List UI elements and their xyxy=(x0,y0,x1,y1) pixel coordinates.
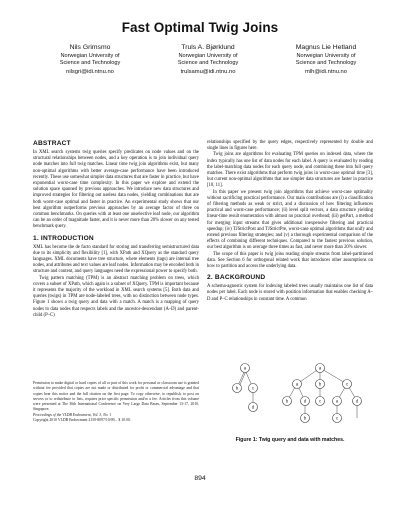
page-number: 894 xyxy=(194,475,206,482)
author-name: Truls A. Bjørklund xyxy=(181,44,235,51)
author-3 xyxy=(270,44,382,75)
svg-text:b: b xyxy=(285,398,289,404)
data-node xyxy=(333,414,342,423)
svg-text:d: d xyxy=(251,404,255,410)
data-node xyxy=(333,397,342,406)
author-affiliation: Norwegian University of xyxy=(296,53,356,59)
svg-text:c: c xyxy=(251,385,255,391)
intro-paragraph: XML has become the de facto standard for storing and transferring semistructured data due to its simplicity and flexibility [1], with XPath and XQuery as the standard query languages. XML documents have tree structure, where elements (tags) are internal tree nodes, and attributes and text values are leaf nodes. Information may be encoded both in structure and content, and query languages need the expressional power to specify both. xyxy=(33,244,199,275)
author-email: nilsgri@idi.ntnu.no xyxy=(66,69,114,75)
data-node xyxy=(343,380,352,389)
data-node xyxy=(316,380,325,389)
figure-caption: Figure 1: Twig query and data with matches. xyxy=(235,437,345,443)
svg-text:a: a xyxy=(295,381,299,387)
body-paragraph: In this paper we present twig join algorithms that achieve worst-case optimality without sacrificing practical performance. Our main contributions are (i) a classification of filtering methods as weak or strict, and a discussion of how filtering influences practical and worst-case performance; (ii) level split vectors, a data structure yielding linear-time result enumeration with almost no practical overhead; (iii) getPart, a method for merging input streams that gives additional inexpensive filtering and practical speedup; (iv) TJStrictPost and TJStrictPre, worst-case optimal algorithms that unify and extend previous filtering strategies; and (v) a thorough experimental comparison of the effects of combining different techniques. Compared to the fastest previous solution, our best algorithm is on average three times as fast, and never more than 20% slower. xyxy=(207,189,373,251)
permission-text: Permission to make digital or hard copies of all or part of this work for personal or classroom use is granted without fee provided that copies are not made or distributed for profit or commercial advantage and that copies bear this notice and the full citation on the first page. To copy otherwise, to republish, to post on servers or to redistribute to lists, requires prior specific permission and/or a fee. Articles from this volume were presented at The 36th International Conference on Very Large Data Bases, September 13-17, 2010, Singapore. xyxy=(33,381,199,412)
svg-text:d: d xyxy=(355,398,359,404)
svg-text:d: d xyxy=(303,398,307,404)
author-affiliation: Norwegian University of xyxy=(60,53,120,59)
query-node xyxy=(249,384,258,393)
data-node xyxy=(301,414,310,423)
twig-figure xyxy=(225,358,375,428)
svg-text:b: b xyxy=(318,381,322,387)
svg-text:c: c xyxy=(335,415,339,421)
data-node xyxy=(353,397,362,406)
svg-text:b: b xyxy=(303,415,307,421)
copyright-footnote xyxy=(33,381,199,423)
data-node xyxy=(301,397,310,406)
svg-text:c: c xyxy=(345,381,349,387)
author-2 xyxy=(152,44,264,75)
author-affiliation: Science and Technology xyxy=(59,60,121,66)
svg-text:c: c xyxy=(318,398,322,404)
data-tree xyxy=(283,364,362,423)
right-column xyxy=(207,140,373,303)
author-block xyxy=(34,44,382,75)
intro-paragraph: Twig pattern matching (TPM) is an abstract matching problem on trees, which covers a subset of XPath, which again is a subset of XQuery. TPM is important because it represents the majority of the workload in XML search systems [5]. Both data and queries (twigs) in TPM are node-labeled trees, with no distinction between node types. Figure 1 shows a twig query and data with a match. A match is a mapping of query nodes to data nodes that respects labels and the ancestor-descendant (A–D) and parent-child (P–C) xyxy=(33,275,199,318)
data-node xyxy=(316,364,325,373)
body-paragraph: Twig joins are algorithms for evaluating TPM queries on indexed data, where the index typically has one list of data nodes for each label. A query is evaluated by reading the label-matching data nodes for each query node, and combining these into full query matches. There exist algorithms that perform twig joins in worst-case optimal time [3], but current non-optimal algorithms that use simpler data structures are faster in practice [10, 11]. xyxy=(207,152,373,189)
author-1 xyxy=(34,44,146,75)
svg-text:a: a xyxy=(318,365,322,371)
background-paragraph: A schema-agnostic system for indexing labeled trees usually maintains one list of data nodes per label. Each node is stored with position information that enables checking A–D and P–C relationships in constant time. A common xyxy=(207,284,373,302)
author-email: mlh@idi.ntnu.no xyxy=(305,69,347,75)
svg-text:a: a xyxy=(243,365,247,371)
svg-text:b: b xyxy=(235,385,239,391)
query-node xyxy=(249,403,258,412)
body-paragraph: relationships specified by the query edges, respectively represented by double and single lines in figures here. xyxy=(207,140,373,152)
author-name: Magnus Lie Hetland xyxy=(295,44,357,51)
body-paragraph: The scope of this paper is twig joins reading simple streams from label-partitioned data. See Section 6 for orthogonal related work that introduces other assumptions on how to partition and access the underlying data. xyxy=(207,251,373,270)
intro-heading: 1. INTRODUCTION xyxy=(33,234,94,242)
query-tree xyxy=(233,364,258,412)
author-email: trulsamu@idi.ntnu.no xyxy=(180,69,236,75)
abstract-heading: ABSTRACT xyxy=(33,140,71,147)
data-node xyxy=(283,397,292,406)
copyright-line: Copyright 2010 VLDB Endowment 2150-8097/10/09... $ 10.00. xyxy=(33,418,131,423)
query-node xyxy=(233,384,242,393)
author-affiliation: Science and Technology xyxy=(177,60,239,66)
proceedings-line: Proceedings of the VLDB Endowment, Vol. 3, No. 1 xyxy=(33,412,112,417)
paper-title: Fast Optimal Twig Joins xyxy=(121,20,279,35)
author-name: Nils Grimsmo xyxy=(69,44,111,51)
author-affiliation: Norwegian University of xyxy=(178,53,238,59)
abstract-text: In XML search systems twig queries specify predicates on node values and on the structural relationships between nodes, and a key operation is to join individual query node matches into full twig matches. Linear time twig join algorithms exist, but many non-optimal algorithms with better average-case performance have been introduced recently. These use somewhat simpler data structures that are faster in practice, but have exponential worst-case time complexity. In this paper we explore and extend the solution space spanned by previous approaches. We introduce new data structures and improved strategies for filtering out useless data nodes, yielding combinations that are both worst-case optimal and faster in practice. An experimental study shows that our best algorithm outperforms previous approaches by an average factor of three on common benchmarks. On queries with at least one unselective leaf node, our algorithm can be an order of magnitude faster, and it is never more than 20% slower on any tested benchmark query. xyxy=(33,150,199,230)
data-node xyxy=(293,380,302,389)
left-column xyxy=(33,140,199,319)
query-node xyxy=(241,364,250,373)
data-node xyxy=(316,397,325,406)
svg-text:a: a xyxy=(335,398,339,404)
author-affiliation: Science and Technology xyxy=(295,60,357,66)
background-heading: 2. BACKGROUND xyxy=(207,274,266,282)
